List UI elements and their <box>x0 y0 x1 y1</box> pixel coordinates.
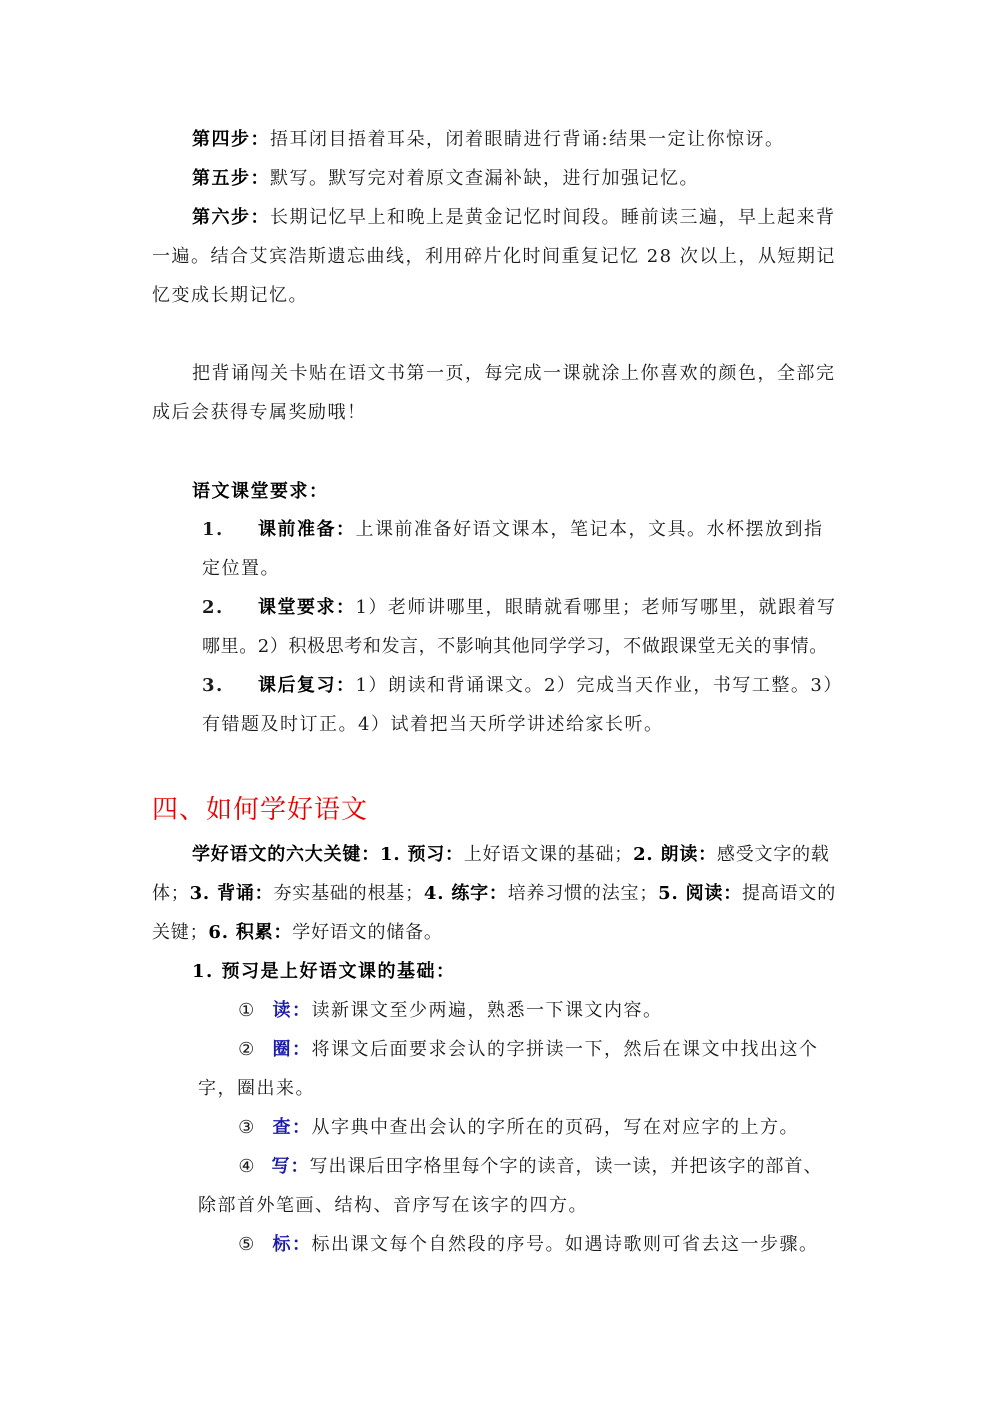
key-1-label: 1. 预习： <box>380 844 464 865</box>
item-label: 课后复习： <box>258 675 356 696</box>
item-number: 1. <box>202 519 224 540</box>
key-3-text: 夯实基础的根基； <box>273 883 424 904</box>
step6-line-3: 忆变成长期记忆。 <box>152 285 308 306</box>
item-number: 2. <box>202 597 224 618</box>
classroom-item-3-cont: 有错题及时订正。4）试着把当天所学讲述给家长听。 <box>202 714 664 735</box>
preview-item-write-cont: 除部首外笔画、结构、音序写在该字的四方。 <box>198 1195 588 1216</box>
key-5-text: 提高语文的 <box>742 883 836 904</box>
key-4-label: 4. 练字： <box>423 883 508 904</box>
classroom-item-3 <box>202 671 843 701</box>
item-text: 上课前准备好语文课本，笔记本，文具。水杯摆放到指 <box>355 519 824 540</box>
preview-label: 查： <box>272 1117 312 1138</box>
keys-line-1 <box>192 840 830 870</box>
preview-text: 从字典中查出会认的字所在的页码，写在对应字的上方。 <box>311 1117 799 1138</box>
item-label: 课前准备： <box>258 519 356 540</box>
preview-label: 写： <box>271 1156 310 1177</box>
preview-text: 写出课后田字格里每个字的读音，读一读，并把该字的部首、 <box>309 1156 823 1177</box>
step5-text: 默写。默写完对着原文查漏补缺，进行加强记忆。 <box>270 168 699 189</box>
reward-line-2: 成后会获得专属奖励哦！ <box>152 402 367 423</box>
step4-line <box>192 125 785 155</box>
item-text: 1）老师讲哪里，眼睛就看哪里；老师写哪里，就跟着写 <box>355 597 837 618</box>
preview-text: 将课文后面要求会认的字拼读一下，然后在课文中找出这个 <box>311 1039 819 1060</box>
section-heading: 四、如何学好语文 <box>152 795 369 825</box>
preview-item-circle <box>236 1035 818 1065</box>
preview-label: 标： <box>272 1234 312 1255</box>
classroom-item-2-cont: 哪里。2）积极思考和发言，不影响其他同学学习，不做跟课堂无关的事情。 <box>202 636 828 657</box>
preview-item-check <box>236 1113 799 1143</box>
preview-title: 1. 预习是上好语文课的基础： <box>192 961 456 982</box>
classroom-title: 语文课堂要求： <box>192 481 329 502</box>
step6-line-1 <box>192 203 836 233</box>
preview-item-write <box>236 1152 822 1182</box>
step5-line <box>192 164 699 194</box>
step5-label: 第五步： <box>192 168 270 189</box>
key-2-label: 2. 朗读： <box>633 844 717 865</box>
key-6-text: 学好语文的储备。 <box>292 922 443 943</box>
key-5-label: 5. 阅读： <box>658 883 742 904</box>
key-4-text: 培养习惯的法宝； <box>507 883 659 904</box>
step6-text-1: 长期记忆早上和晚上是黄金记忆时间段。睡前读三遍，早上起来背 <box>270 207 836 228</box>
reward-line-1: 把背诵闯关卡贴在语文书第一页，每完成一课就涂上你喜欢的颜色，全部完 <box>192 363 836 384</box>
item-label: 课堂要求： <box>258 597 356 618</box>
key-6-label: 6. 积累： <box>208 922 293 943</box>
preview-label: 圈： <box>272 1039 312 1060</box>
circle-number: ② <box>238 1039 256 1060</box>
step4-label: 第四步： <box>192 129 270 150</box>
preview-text: 标出课文每个自然段的序号。如遇诗歌则可省去这一步骤。 <box>311 1234 819 1255</box>
item-text: 1）朗读和背诵课文。2）完成当天作业，书写工整。3） <box>355 675 843 696</box>
preview-label: 读： <box>272 1000 312 1021</box>
step4-text: 捂耳闭目捂着耳朵，闭着眼睛进行背诵:结果一定让你惊讶。 <box>270 129 785 150</box>
keys-line-3-start: 关键； <box>152 922 209 943</box>
step6-line-2: 一遍。结合艾宾浩斯遗忘曲线，利用碎片化时间重复记忆 28 次以上，从短期记 <box>152 246 836 267</box>
key-1-text: 上好语文课的基础； <box>463 844 634 865</box>
preview-item-circle-cont: 字，圈出来。 <box>198 1078 315 1099</box>
preview-text: 读新课文至少两遍，熟悉一下课文内容。 <box>311 1000 663 1021</box>
preview-item-read <box>236 996 662 1026</box>
circle-number: ③ <box>238 1117 256 1138</box>
keys-intro-label: 学好语文的六大关键： <box>192 844 380 865</box>
key-3-label: 3. 背诵： <box>189 883 274 904</box>
classroom-item-1-cont: 定位置。 <box>202 558 280 579</box>
keys-line-2 <box>152 879 836 909</box>
key-2-text: 感受文字的载 <box>716 844 830 865</box>
keys-line-2-start: 体； <box>152 883 190 904</box>
circle-number: ⑤ <box>238 1234 256 1255</box>
step6-label: 第六步： <box>192 207 270 228</box>
classroom-item-2 <box>202 593 836 623</box>
circle-number: ① <box>238 1000 256 1021</box>
preview-item-mark <box>236 1230 818 1260</box>
classroom-item-1 <box>202 515 824 545</box>
item-number: 3. <box>202 675 224 696</box>
circle-number: ④ <box>238 1156 256 1177</box>
keys-line-3 <box>152 918 443 948</box>
